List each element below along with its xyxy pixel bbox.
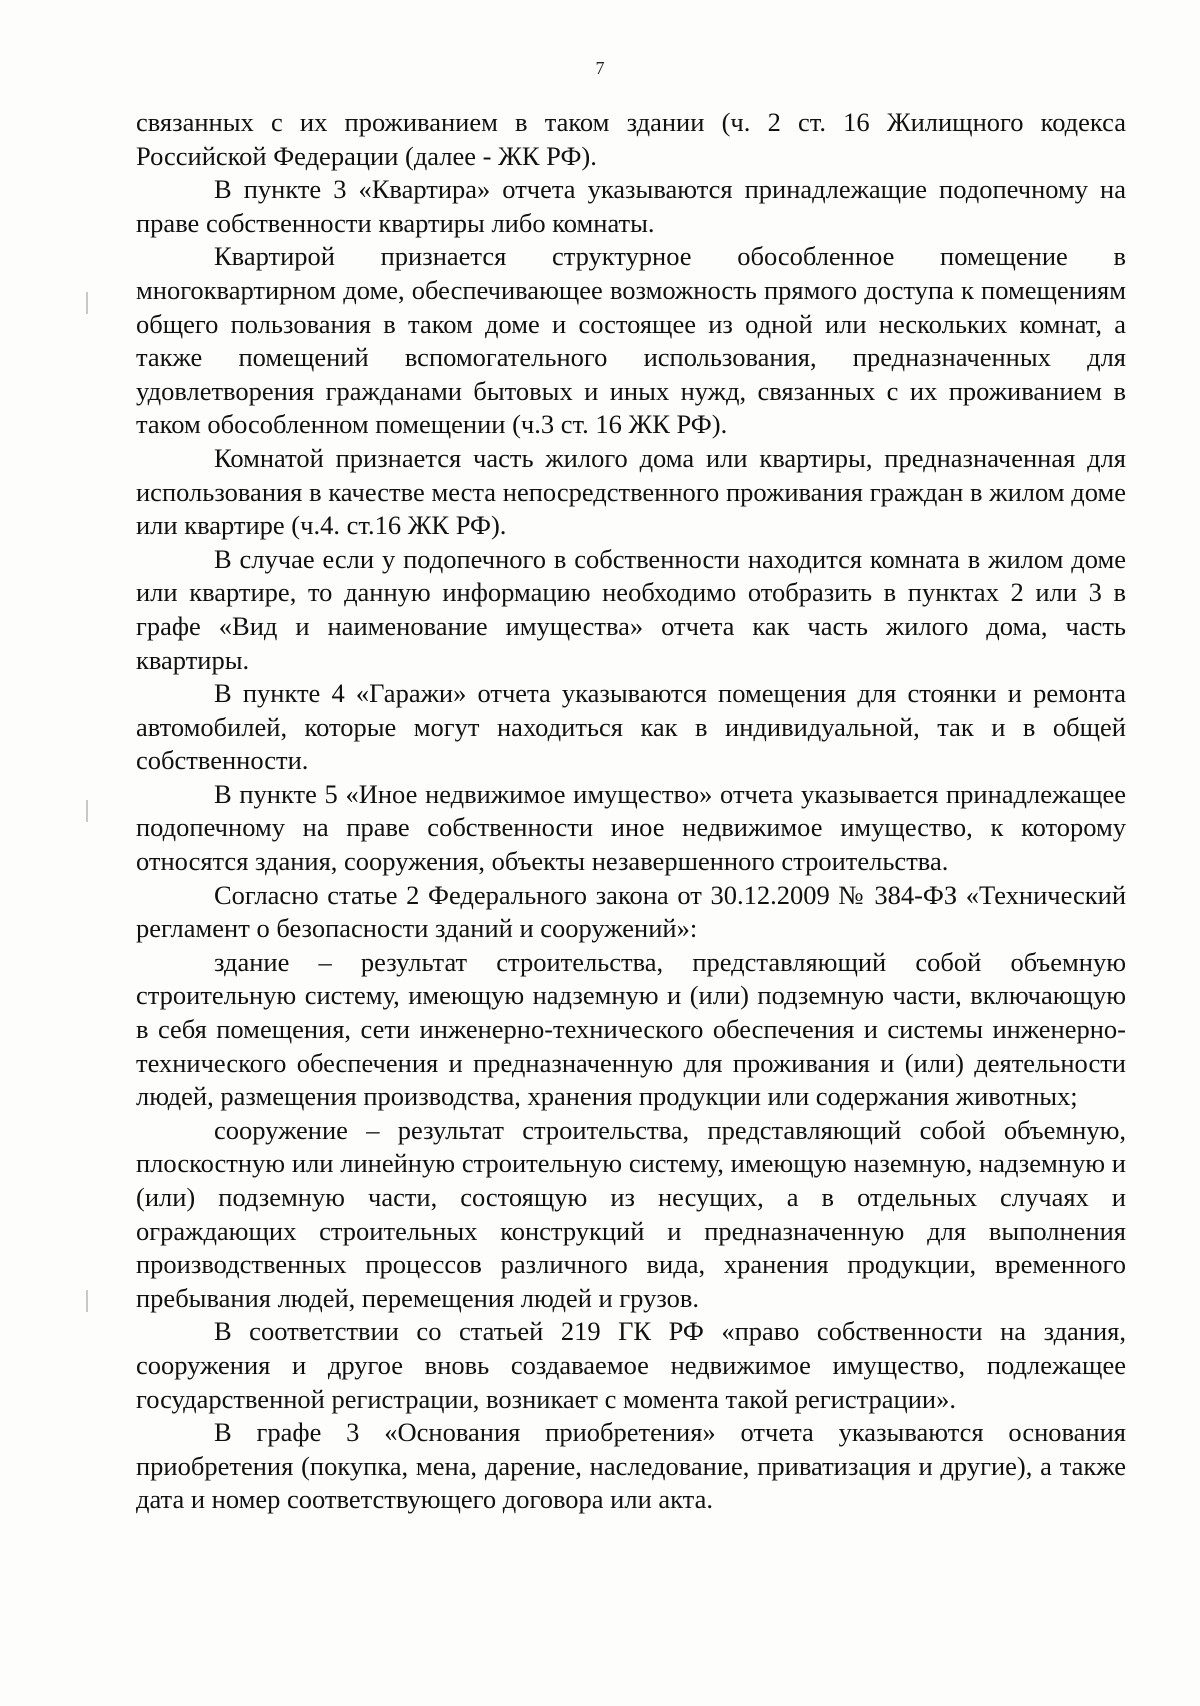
scan-margin-mark [86,292,88,314]
scan-margin-mark [86,1290,88,1312]
page-number: 7 [595,58,605,78]
paragraph-apartment-definition: Квартирой признается структурное обособленное помещение в многоквартирном доме, обеспечивающее возможность прямого доступа к помещениям общего пользования в таком доме и состоящее из одной или нескольких комнат, а также помещений вспомогательного использования, предназначенных для удовлетворения гражданами бытовых и иных нужд, связанных с их проживанием в таком обособленном помещении (ч.3 ст. 16 ЖК РФ). [136,241,1126,440]
paragraph-item5-other-property: В пункте 5 «Иное недвижимое имущество» отчета указывается принадлежащее подопечному на праве собственности иное недвижимое имущество, к которому относятся здания, сооружения, объекты незавершенного строительства. [136,778,1126,877]
paragraph-item3-apartment: В пункте 3 «Квартира» отчета указываются принадлежащие подопечному на праве собственности квартиры либо комнаты. [136,174,1126,238]
paragraph-continuation: связанных с их проживанием в таком здании (ч. 2 ст. 16 Жилищного кодекса Российской Федерации (далее - ЖК РФ). [136,107,1126,171]
paragraph-room-in-house: В случае если у подопечного в собственности находится комната в жилом доме или квартире, то данную информацию необходимо отобразить в пунктах 2 или 3 в графе «Вид и наименование имущества» отчета как часть жилого дома, часть квартиры. [136,543,1126,675]
paragraph-item4-garages: В пункте 4 «Гаражи» отчета указываются помещения для стоянки и ремонта автомобилей, которые могут находиться как в индивидуальной, так и в общей собственности. [136,678,1126,776]
paragraph-article-219: В соответствии со статьей 219 ГК РФ «право собственности на здания, сооружения и другое вновь создаваемое недвижимое имущество, подлежащее государственной регистрации, возникает с момента такой регистрации». [136,1316,1126,1414]
paragraph-column3-grounds: В графе 3 «Основания приобретения» отчета указываются основания приобретения (покупка, мена, дарение, наследование, приватизация и другие), а также дата и номер соответствующего договора или акта. [136,1417,1126,1515]
paragraph-building-definition: здание – результат строительства, представляющий собой объемную строительную систему, имеющую надземную и (или) подземную части, включающую в себя помещения, сети инженерно-технического обеспечения и системы инженерно-технического обеспечения и предназначенную для проживания и (или) деятельности людей, размещения производства, хранения продукции или содержания животных; [136,946,1126,1112]
document-body [136,106,1126,1517]
paragraph-federal-law: Согласно статье 2 Федерального закона от 30.12.2009 № 384-ФЗ «Технический регламент о безопасности зданий и сооружений»: [136,879,1126,944]
paragraph-structure-definition: сооружение – результат строительства, представляющий собой объемную, плоскостную или линейную строительную систему, имеющую наземную, надземную и (или) подземную части, состоящую из несущих, а в отдельных случаях и ограждающих строительных конструкций и предназначенную для выполнения производственных процессов различного вида, хранения продукции, временного пребывания людей, перемещения людей и грузов. [136,1114,1126,1313]
paragraph-room-definition: Комнатой признается часть жилого дома или квартиры, предназначенная для использования в качестве места непосредственного проживания граждан в жилом доме или квартире (ч.4. ст.16 ЖК РФ). [136,442,1126,541]
scan-margin-mark [86,800,88,822]
